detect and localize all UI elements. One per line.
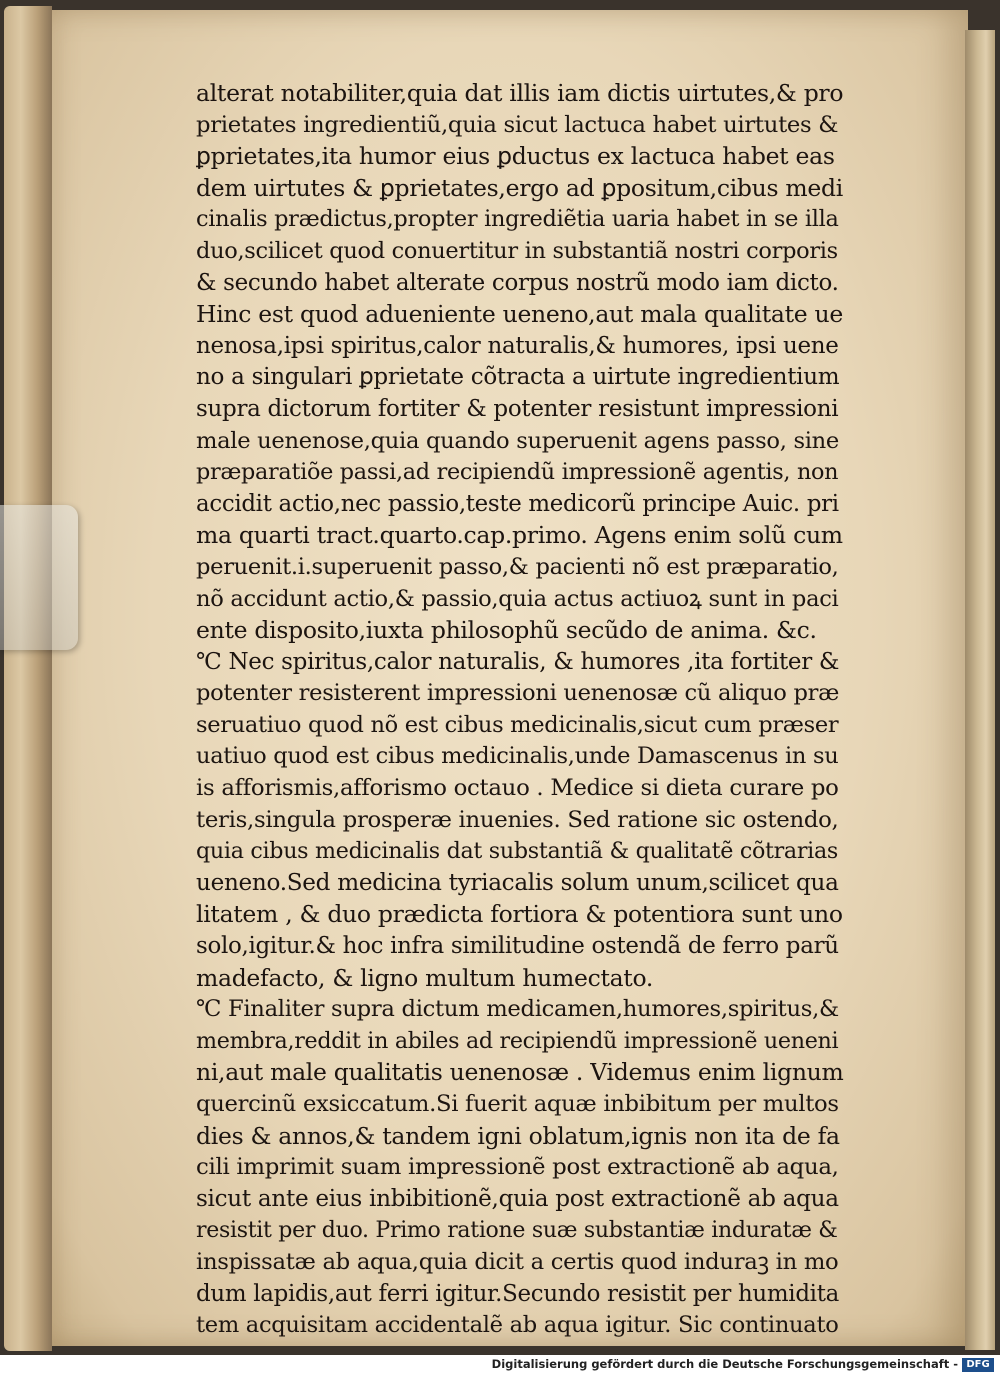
book-cover-edge bbox=[4, 6, 52, 1351]
text-line: sicut ante eius inbibitionẽ,quia post extractionẽ ab aqua bbox=[196, 1185, 839, 1212]
text-line: duo,scilicet quod conuertitur in substantiã nostri corporis bbox=[196, 237, 838, 264]
text-line: madefacto, & ligno multum humectato. bbox=[196, 963, 654, 992]
text-line: peruenit.i.superuenit passo,& pacienti nõ est præparatio, bbox=[196, 553, 839, 580]
text-line: quia cibus medicinalis dat substantiã & qualitatẽ cõtrarias bbox=[196, 838, 838, 865]
text-line: ma quarti tract.quarto.cap.primo. Agens enim solũ cum bbox=[196, 521, 843, 550]
text-line: supra dictorum fortiter & potenter resistunt impressioni bbox=[196, 395, 839, 422]
digitization-footer bbox=[0, 1355, 1000, 1375]
book-right-edge bbox=[965, 30, 995, 1350]
text-line: & secundo habet alterate corpus nostrũ modo iam dicto. bbox=[196, 269, 839, 296]
text-line: præparatiõe passi,ad recipiendũ impressionẽ agentis, non bbox=[196, 459, 839, 486]
text-line: quercinũ exsiccatum.Si fuerit aquæ inbibitum per multos bbox=[196, 1091, 839, 1117]
dfg-logo: DFG bbox=[962, 1358, 994, 1372]
text-line: dem uirtutes & ꝑprietates,ergo ad ꝑpositum,cibus medi bbox=[196, 173, 843, 202]
text-line: inspissatæ ab aqua,quia dicit a certis quod induraꝫ in mo bbox=[196, 1248, 839, 1275]
text-line: teris,singula prosperæ inuenies. Sed ratione sic ostendo, bbox=[196, 806, 839, 833]
text-line: alterat notabiliter,quia dat illis iam dictis uirtutes,& pro bbox=[196, 79, 844, 107]
page-text bbox=[196, 78, 846, 1342]
text-line: ni,aut male qualitatis uenenosæ . Videmus enim lignum bbox=[196, 1058, 844, 1087]
text-line: ueneno.Sed medicina tyriacalis solum unum,scilicet qua bbox=[196, 869, 839, 896]
text-line: uatiuo quod est cibus medicinalis,unde Damascenus in su bbox=[196, 743, 839, 770]
text-line: solo,igitur.& hoc infra similitudine ostendã de ferro parũ bbox=[196, 933, 839, 960]
text-line: resistit per duo. Primo ratione suæ substantiæ induratæ & bbox=[196, 1218, 838, 1244]
text-line: cili imprimit suam impressionẽ post extractionẽ ab aqua, bbox=[196, 1154, 839, 1181]
text-line: dum lapidis,aut ferri igitur.Secundo resistit per humidita bbox=[196, 1280, 839, 1307]
text-line: ente disposito,iuxta philosophũ secũdo de anima. &c. bbox=[196, 616, 817, 645]
text-line: ꝑprietates,ita humor eius ꝑductus ex lactuca habet eas bbox=[196, 142, 835, 171]
footer-credit: Digitalisierung gefördert durch die Deutsche Forschungsgemeinschaft - bbox=[491, 1357, 958, 1371]
text-line: accidit actio,nec passio,teste medicorũ principe Auic. pri bbox=[196, 490, 839, 517]
text-line: nenosa,ipsi spiritus,calor naturalis,& humores, ipsi uene bbox=[196, 332, 839, 359]
text-line: no a singulari ꝑprietate cõtracta a uirtute ingredientium bbox=[196, 364, 840, 391]
text-line: seruatiuo quod nõ est cibus medicinalis,sicut cum præser bbox=[196, 711, 839, 738]
text-line: prietates ingredientiũ,quia sicut lactuca habet uirtutes & bbox=[196, 111, 839, 138]
text-line: Hinc est quod adueniente ueneno,aut mala qualitate ue bbox=[196, 300, 843, 329]
text-line: tem acquisitam accidentalẽ ab aqua igitur. Sic continuato bbox=[196, 1312, 839, 1339]
text-line: cinalis prædictus,propter ingrediẽtia uaria habet in se illa bbox=[196, 206, 839, 233]
text-line: membra,reddit in abiles ad recipiendũ impressionẽ ueneni bbox=[196, 1027, 839, 1054]
text-line: ℃ Nec spiritus,calor naturalis, & humores ,ita fortiter & bbox=[196, 648, 840, 675]
text-line: nõ accidunt actio,& passio,quia actus actiuoꝝ sunt in paci bbox=[196, 585, 839, 612]
text-line: potenter resisterent impressioni uenenosæ cũ aliquo præ bbox=[196, 680, 839, 707]
text-line: male uenenose,quia quando superuenit agens passo, sine bbox=[196, 427, 840, 454]
text-line: is afforismis,afforismo octauo . Medice si dieta curare po bbox=[196, 775, 839, 802]
text-line: ℃ Finaliter supra dictum medicamen,humores,spiritus,& bbox=[196, 996, 839, 1023]
text-line: litatem , & duo prædicta fortiora & potentiora sunt uno bbox=[196, 900, 843, 929]
text-line: dies & annos,& tandem igni oblatum,ignis non ita de fa bbox=[196, 1121, 840, 1150]
page-clip bbox=[0, 505, 78, 650]
